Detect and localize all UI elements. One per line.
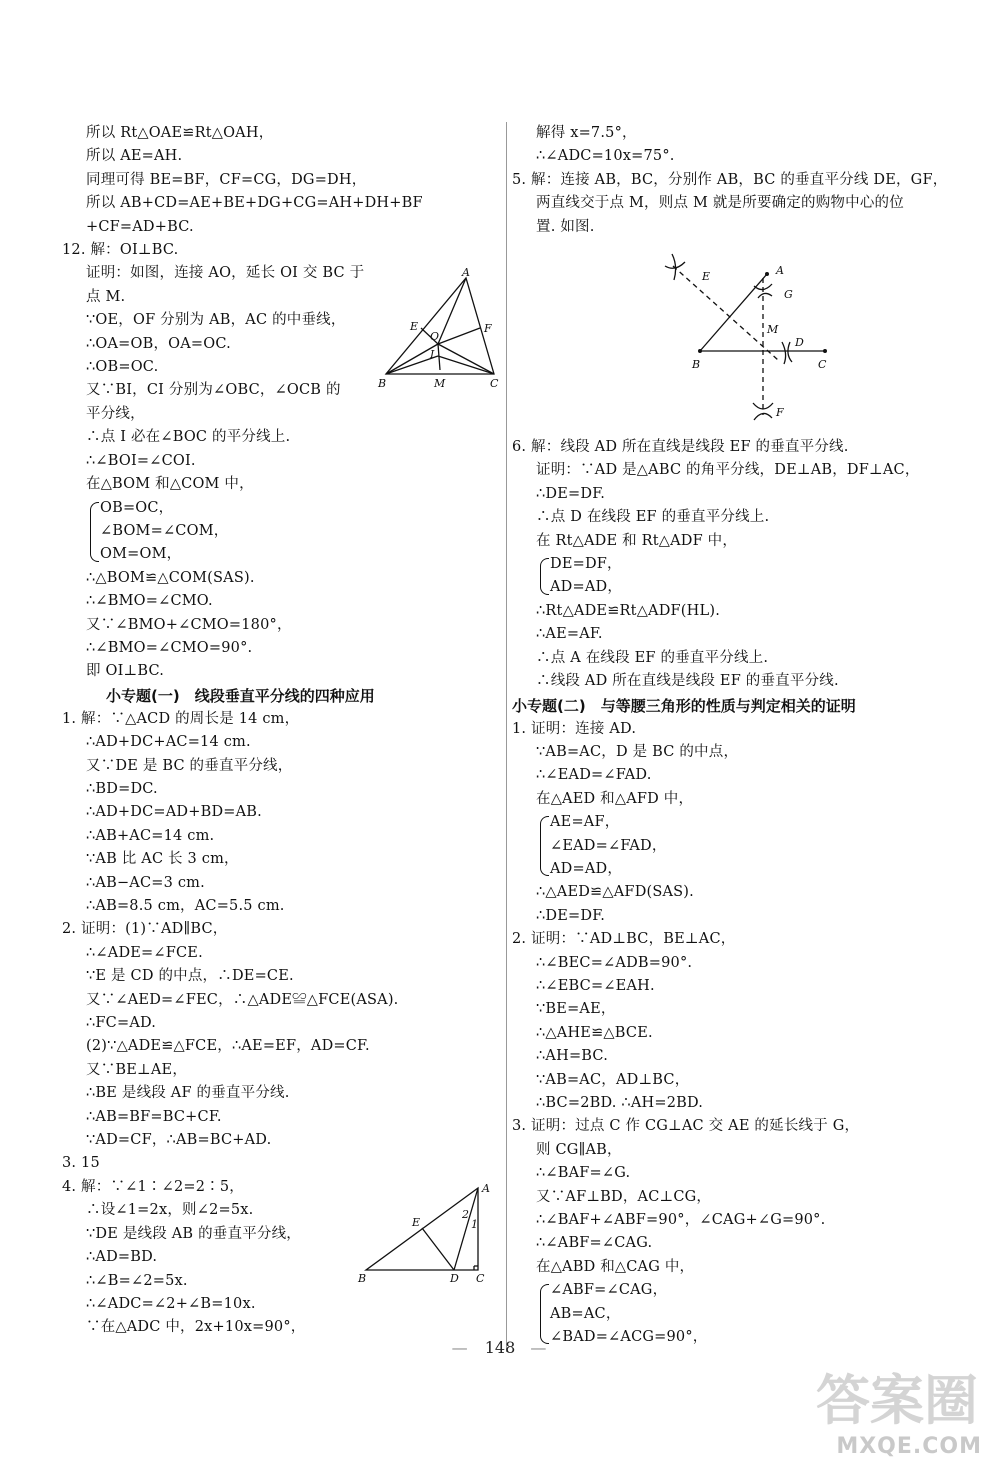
label-M: M — [434, 377, 446, 390]
text-line: 所以 AB+CD=AE+BE+DG+CG=AH+DH+BF — [86, 195, 423, 212]
text-line: ∴∠BOI=∠COI. — [86, 452, 196, 469]
p2-block — [512, 928, 952, 1115]
label-C: C — [476, 1272, 485, 1285]
q5-construction-figure — [650, 250, 840, 445]
text-line: ∴∠BAF=∠G. — [536, 1165, 631, 1182]
right-top-block — [512, 122, 952, 169]
text-line: ∴△AHE≌△BCE. — [536, 1024, 653, 1041]
label-D: D — [795, 336, 804, 349]
label-I: I — [430, 348, 435, 361]
text-line: OB=OC， — [100, 499, 174, 516]
q2-block — [62, 918, 502, 1152]
text-line: 则 CG∥AB， — [536, 1141, 622, 1158]
p1-proof-b — [512, 881, 952, 928]
label-B: B — [358, 1272, 367, 1285]
label-C: C — [818, 358, 827, 371]
topic1-title: 小专题(一) 线段垂直平分线的四种应用 — [106, 686, 375, 705]
text-line: 1. 解：∵△ACD 的周长是 14 cm， — [62, 710, 300, 727]
text-line: ∵DE 是线段 AB 的垂直平分线， — [86, 1225, 301, 1242]
text-line: 5. 解：连接 AB，BC，分别作 AB，BC 的垂直平分线 DE，GF， — [512, 171, 948, 188]
label-A: A — [776, 264, 784, 277]
text-line: ∴AD+DC=AD+BD=AB. — [86, 804, 262, 821]
text-line: ∴AB+AC=14 cm. — [86, 827, 215, 844]
text-line: ∠BOM=∠COM， — [100, 522, 229, 539]
text-line: 即 OI⊥BC. — [86, 663, 165, 680]
text-line: ∴DE=DF. — [536, 907, 606, 924]
text-line: ∴AB=BF=BC+CF. — [86, 1108, 222, 1125]
label-F: F — [484, 322, 492, 335]
label-O: O — [430, 330, 440, 343]
text-line: ∴△BOM≌△COM(SAS). — [86, 569, 255, 586]
text-line: ∴BC=2BD. ∴AH=2BD. — [536, 1095, 704, 1111]
text-line: ∵E 是 CD 的中点，∴DE=CE. — [86, 968, 294, 985]
text-line: ∠BAD=∠ACG=90°， — [550, 1329, 708, 1346]
text-line: ∴∠BMO=∠CMO. — [86, 593, 213, 610]
text-line: ∴FC=AD. — [86, 1015, 157, 1032]
text-line: 两直线交于点 M，则点 M 就是所要确定的购物中心的位 — [536, 195, 904, 212]
text-line: 置. 如图. — [536, 218, 595, 235]
text-line: ∴OA=OB，OA=OC. — [86, 335, 231, 352]
text-line: 又∵BE⊥AE， — [86, 1061, 188, 1078]
text-line: 所以 Rt△OAE≌Rt△OAH， — [86, 125, 274, 141]
text-line: AE=AF， — [550, 814, 620, 831]
text-line: ∴∠ADC=∠2+∠B=10x. — [86, 1295, 256, 1312]
text-line: 在△ABD 和△CAG 中， — [536, 1258, 695, 1275]
text-line: 2. 证明：(1)∵AD∥BC， — [62, 921, 228, 938]
text-line: 平分线， — [86, 405, 145, 422]
text-line: ∴DE=DF. — [536, 485, 606, 502]
text-line: +CF=AD+BC. — [86, 218, 194, 235]
text-line: ∴Rt△ADE≌Rt△ADF(HL). — [536, 602, 721, 619]
p1-block — [512, 718, 952, 812]
label-n2: 2 — [462, 1208, 469, 1221]
q3-answer: 3. 15 — [62, 1155, 100, 1172]
label-C: C — [490, 377, 499, 390]
text-line: 所以 AE=AH. — [86, 148, 183, 165]
text-line: ∵在△ADC 中，2x+10x=90°， — [86, 1319, 306, 1336]
text-line: 3. 证明：过点 C 作 CG⊥AC 交 AE 的延长线于 G， — [512, 1118, 860, 1135]
q12-triangle-figure — [376, 266, 506, 391]
text-line: ∴AB=8.5 cm，AC=5.5 cm. — [86, 898, 285, 914]
text-line: 同理可得 BE=BF，CF=CG，DG=DH， — [86, 171, 367, 188]
watermark-site: MXQE.COM — [836, 1434, 982, 1459]
text-line: OM=OM， — [100, 546, 182, 563]
text-line: ∴∠EAD=∠FAD. — [536, 767, 652, 784]
text-line: 证明：如图，连接 AO，延长 OI 交 BC 于 — [86, 265, 365, 282]
label-A: A — [482, 1182, 490, 1195]
text-line: ∴∠B=∠2=5x. — [86, 1272, 188, 1289]
label-E: E — [702, 270, 711, 283]
text-line: 1. 证明：连接 AD. — [512, 720, 637, 737]
text-line: AD=AD， — [550, 860, 623, 877]
text-line: ∵BE=AE， — [536, 1001, 616, 1018]
q4-right-triangle-figure — [356, 1178, 506, 1288]
label-B: B — [378, 377, 387, 390]
page-number: — 148 — — [451, 1338, 549, 1357]
text-line: AD=AD， — [550, 579, 623, 596]
text-line: ∴∠ADE=∠FCE. — [86, 944, 203, 961]
text-line: ∴AH=BC. — [536, 1048, 609, 1065]
text-line: ∠EAD=∠FAD， — [550, 837, 667, 854]
text-line: 证明：∵AD 是△ABC 的角平分线，DE⊥AB，DF⊥AC， — [536, 462, 920, 479]
label-M: M — [767, 323, 779, 336]
text-line: ∴∠ABF=∠CAG. — [536, 1235, 653, 1252]
text-line: ∴点 I 必在∠BOC 的平分线上. — [86, 429, 291, 446]
label-D: D — [450, 1272, 459, 1285]
q12-title: 12. 解：OI⊥BC. — [62, 242, 179, 259]
text-line: ∴OB=OC. — [86, 359, 159, 376]
p3-block — [512, 1115, 952, 1279]
column-divider — [506, 122, 507, 1352]
text-line: ∴△AED≌△AFD(SAS). — [536, 884, 694, 901]
text-line: ∴BD=DC. — [86, 780, 158, 797]
q5-block — [512, 169, 952, 239]
text-line: 在 Rt△ADE 和 Rt△ADF 中， — [536, 532, 738, 549]
text-line: ∴AD+DC+AC=14 cm. — [86, 734, 251, 751]
q12-proof-b — [62, 567, 502, 684]
text-line: 解得 x=7.5°， — [536, 125, 637, 141]
text-line: ∴∠ADC=10x=75°. — [536, 148, 675, 165]
q6-block — [512, 436, 952, 553]
text-line: 又∵AF⊥BD，AC⊥CG， — [536, 1188, 712, 1205]
label-B: B — [692, 358, 701, 371]
text-line: 2. 证明：∵AD⊥BC，BE⊥AC， — [512, 931, 736, 948]
text-line: 4. 解：∵∠1∶∠2=2∶5， — [62, 1178, 244, 1195]
label-n1: 1 — [471, 1218, 478, 1231]
text-line: ∴BE 是线段 AF 的垂直平分线. — [86, 1085, 290, 1102]
topic2-title: 小专题(二) 与等腰三角形的性质与判定相关的证明 — [512, 696, 856, 715]
text-line: ∵AB 比 AC 长 3 cm， — [86, 851, 239, 868]
text-line: ∴AB−AC=3 cm. — [86, 874, 205, 891]
text-line: 在△AED 和△AFD 中， — [536, 790, 694, 807]
q6-condition-brace — [512, 553, 952, 600]
p1-condition-brace — [512, 811, 952, 881]
text-line: ∴点 A 在线段 EF 的垂直平分线上. — [536, 649, 769, 666]
text-line: ∴∠EBC=∠EAH. — [536, 977, 655, 994]
q1-block — [62, 708, 502, 919]
text-line: ∴AD=BD. — [86, 1249, 158, 1266]
text-line: ∴∠BMO=∠CMO=90°. — [86, 639, 253, 656]
page-number-value: 148 — [484, 1338, 516, 1357]
label-G: G — [784, 288, 793, 301]
watermark-logo: 答案圈 — [816, 1369, 978, 1432]
q12-condition-brace — [62, 497, 502, 567]
text-line: 点 M. — [86, 288, 126, 305]
text-line: ∴线段 AD 所在直线是线段 EF 的垂直平分线. — [536, 673, 839, 690]
text-line: ∴AE=AF. — [536, 626, 603, 643]
text-line: ∠ABF=∠CAG， — [550, 1282, 668, 1299]
text-line: ∴设∠1=2x，则∠2=5x. — [86, 1202, 254, 1219]
text-line: AB=AC， — [550, 1305, 621, 1322]
text-line: DE=DF， — [550, 556, 622, 573]
label-E: E — [412, 1216, 421, 1229]
label-F: F — [776, 406, 784, 419]
text-line: ∴∠BAF+∠ABF=90°，∠CAG+∠G=90°. — [536, 1212, 826, 1229]
text-line: 6. 解：线段 AD 所在直线是线段 EF 的垂直平分线. — [512, 439, 849, 456]
text-line: 在△BOM 和△COM 中， — [86, 476, 254, 493]
label-E: E — [410, 320, 419, 333]
text-line: (2)∵△ADE≌△FCE，∴AE=EF，AD=CF. — [86, 1038, 370, 1055]
text-line: ∴∠BEC=∠ADB=90°. — [536, 954, 693, 971]
text-line: ∵AB=AC，D 是 BC 的中点， — [536, 743, 739, 760]
text-line: ∴点 D 在线段 EF 的垂直平分线上. — [536, 509, 770, 526]
text-line: ∵OE，OF 分别为 AB，AC 的中垂线， — [86, 312, 346, 329]
text-line: 又∵∠BMO+∠CMO=180°， — [86, 616, 292, 633]
label-A: A — [462, 266, 470, 279]
text-line: 又∵BI，CI 分别为∠OBC，∠OCB 的 — [86, 382, 341, 399]
text-line: 又∵DE 是 BC 的垂直平分线， — [86, 757, 293, 774]
q6-proof-b — [512, 600, 952, 694]
text-line: ∵AB=AC，AD⊥BC， — [536, 1071, 690, 1088]
text-line: ∵AD=CF，∴AB=BC+AD. — [86, 1132, 272, 1149]
text-line: 又∵∠AED=∠FEC，∴△ADE≌△FCE(ASA). — [86, 991, 399, 1008]
left-top-block — [62, 122, 502, 239]
